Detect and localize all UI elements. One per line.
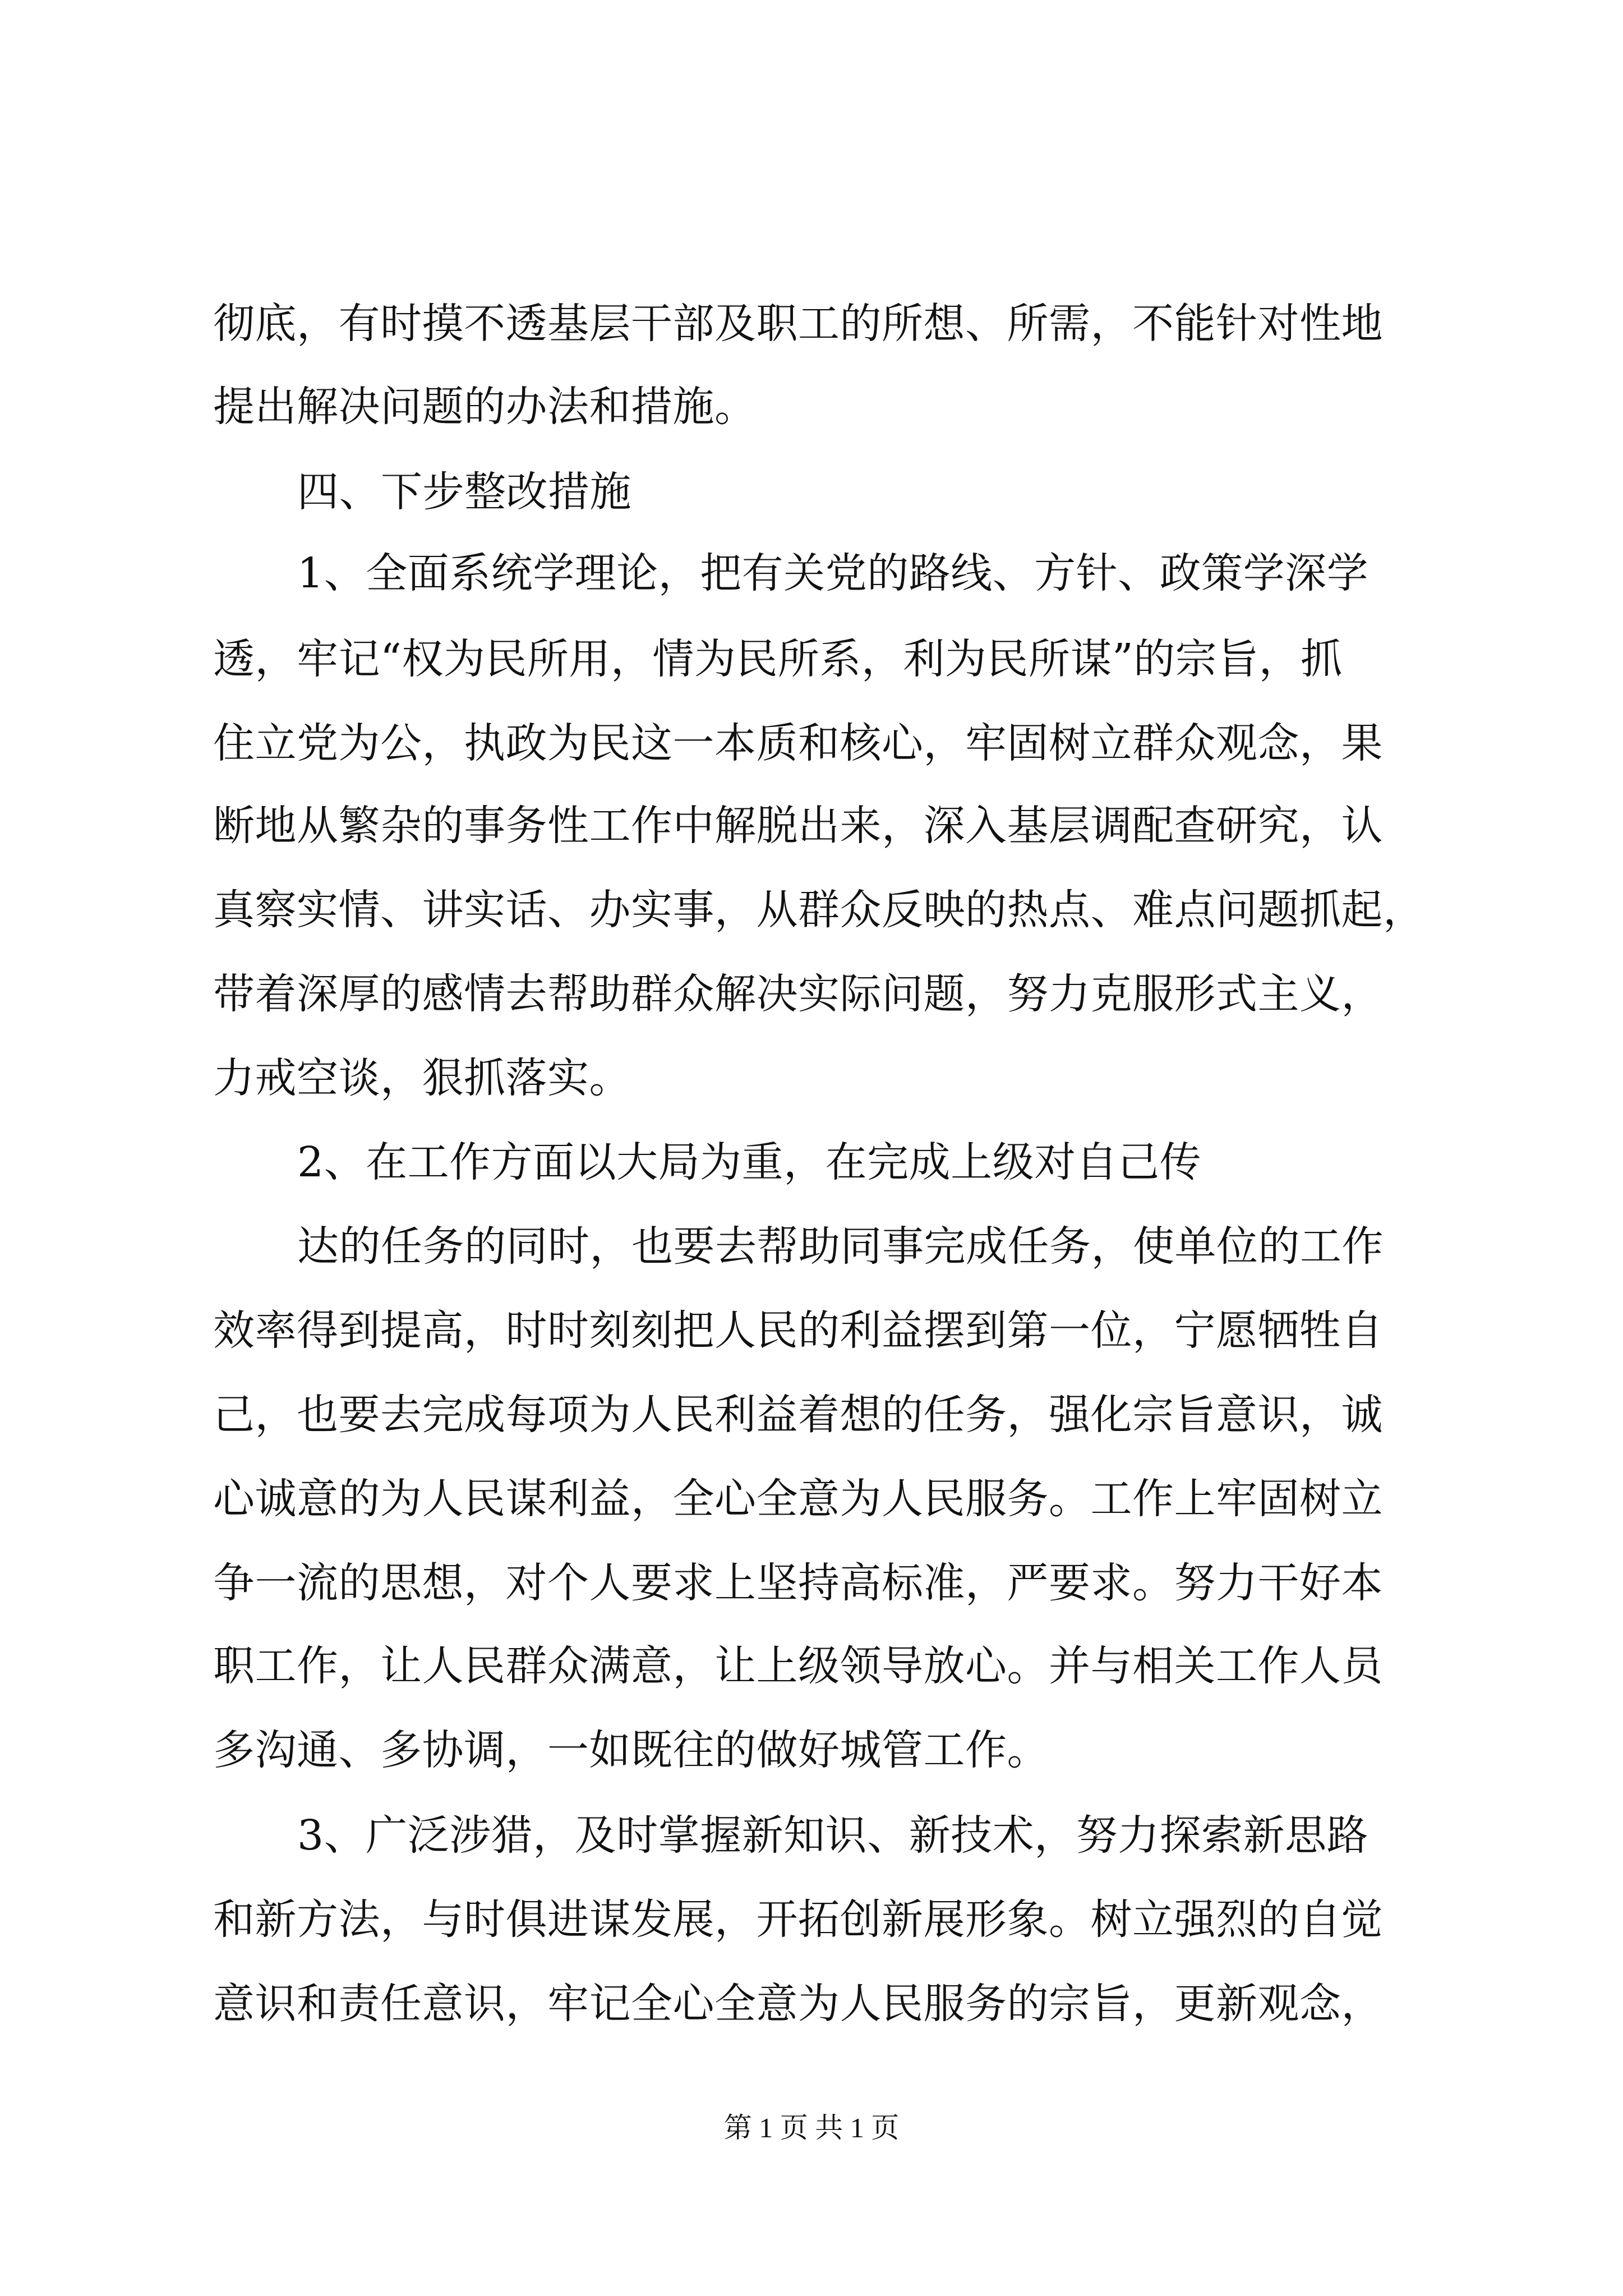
text-line: 争一流的思想，对个人要求上坚持高标准，严要求。努力干好本 — [213, 1559, 1383, 1607]
text-line: 职工作，让人民群众满意，让上级领导放心。并与相关工作人员 — [213, 1642, 1383, 1690]
paragraph-start-line: 2、在工作方面以大局为重，在完成上级对自己传 — [297, 1138, 1202, 1186]
text-line: 效率得到提高，时时刻刻把人民的利益摆到第一位，宁愿牺牲自 — [213, 1306, 1383, 1355]
text-line: 多沟通、多协调，一如既往的做好城管工作。 — [213, 1726, 1049, 1774]
text-line: 彻底，有时摸不透基层干部及职工的所想、所需，不能针对性地 — [213, 300, 1383, 348]
text-line: 带着深厚的感情去帮助群众解决实际问题，努力克服形式主义， — [213, 970, 1383, 1018]
text-line: 和新方法，与时俱进谋发展，开拓创新展形象。树立强烈的自觉 — [213, 1895, 1383, 1944]
text-line: 己，也要去完成每项为人民利益着想的任务，强化宗旨意识，诚 — [213, 1391, 1383, 1439]
page-number-footer: 第 1 页 共 1 页 — [723, 2112, 900, 2143]
text-line: 住立党为公，执政为民这一本质和核心，牢固树立群众观念，果 — [213, 719, 1383, 767]
text-line: 真察实情、讲实话、办实事，从群众反映的热点、难点问题抓起， — [213, 886, 1425, 934]
text-line: 意识和责任意识，牢记全心全意为人民服务的宗旨，更新观念， — [213, 1980, 1383, 2028]
text-line: 达的任务的同时，也要去帮助同事完成任务，使单位的工作 — [297, 1222, 1384, 1271]
paragraph-start-line: 3、广泛涉猎，及时掌握新知识、新技术，努力探索新思路 — [297, 1811, 1369, 1860]
paragraph-start-line: 1、全面系统学理论，把有关党的路线、方针、政策学深学 — [297, 549, 1369, 597]
text-line: 透，牢记“权为民所用，情为民所系，利为民所谋”的宗旨，抓 — [213, 635, 1343, 683]
text-line: 断地从繁杂的事务性工作中解脱出来，深入基层调配查研究，认 — [213, 802, 1383, 850]
text-line: 力戒空谈，狠抓落实。 — [213, 1054, 631, 1102]
text-line: 提出解决问题的办法和措施。 — [213, 383, 757, 431]
section-heading: 四、下步整改措施 — [297, 468, 631, 516]
text-line: 心诚意的为人民谋利益，全心全意为人民服务。工作上牢固树立 — [213, 1475, 1383, 1523]
